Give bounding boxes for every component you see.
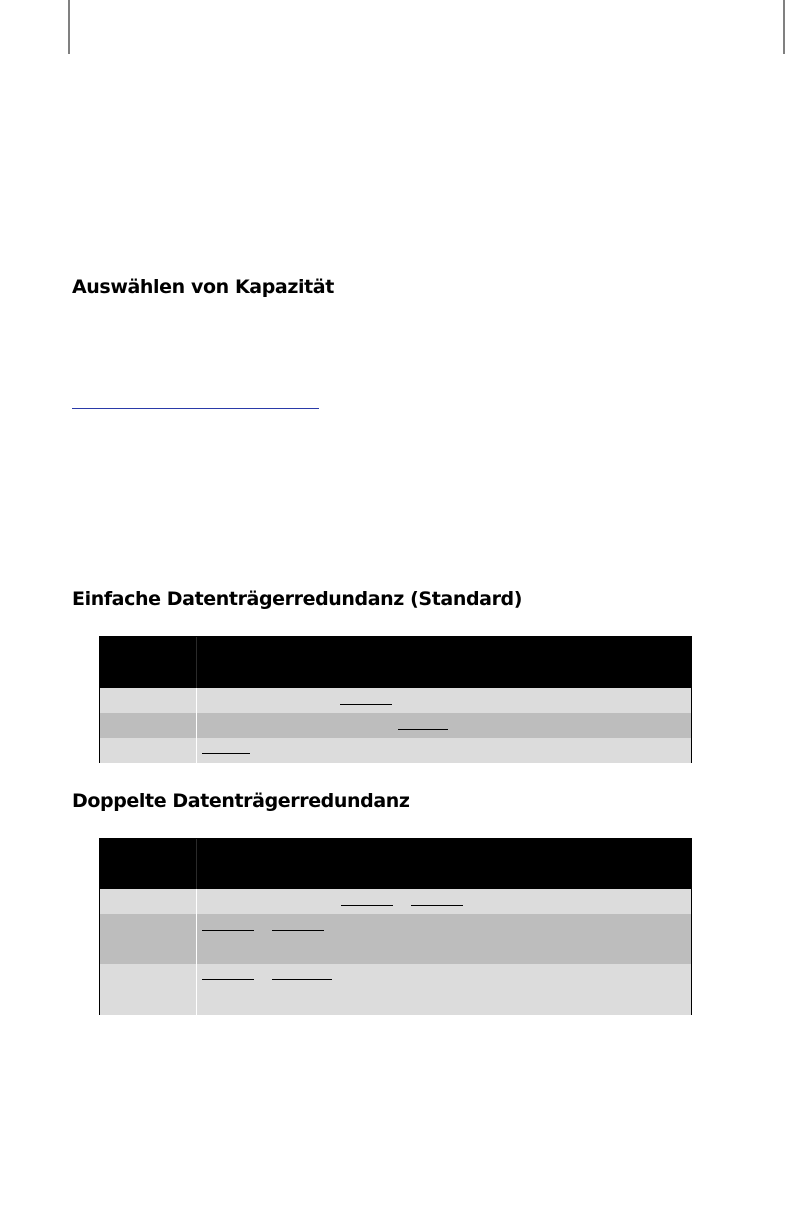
column-divider [196,688,197,713]
cell-link[interactable] [272,979,332,980]
cell-link[interactable] [340,704,392,705]
cell-link[interactable] [398,729,448,730]
section-heading-double-redundancy: Doppelte Datenträgerredundanz [72,790,410,812]
cell-link[interactable] [272,930,324,931]
table-row [100,914,691,964]
column-divider [196,964,197,1015]
cell-link[interactable] [202,979,254,980]
single-redundancy-table [99,636,692,763]
column-divider [196,839,197,889]
column-divider [196,738,197,763]
cell-link[interactable] [202,753,250,754]
double-redundancy-table [99,838,692,1015]
cell-link[interactable] [341,905,393,906]
table-row [100,713,691,738]
section-heading-capacity: Auswählen von Kapazität [72,276,334,298]
table-row [100,738,691,763]
section-heading-single-redundancy: Einfache Datenträgerredundanz (Standard) [72,588,523,610]
table-row [100,964,691,1015]
crop-marks [0,0,792,60]
column-divider [196,637,197,688]
column-divider [196,889,197,914]
cell-link[interactable] [202,930,254,931]
table-row [100,688,691,713]
link-underline[interactable] [72,408,319,409]
table-header [100,839,691,889]
cell-link[interactable] [411,905,463,906]
column-divider [196,914,197,964]
table-row [100,889,691,914]
column-divider [196,713,197,738]
table-header [100,637,691,688]
